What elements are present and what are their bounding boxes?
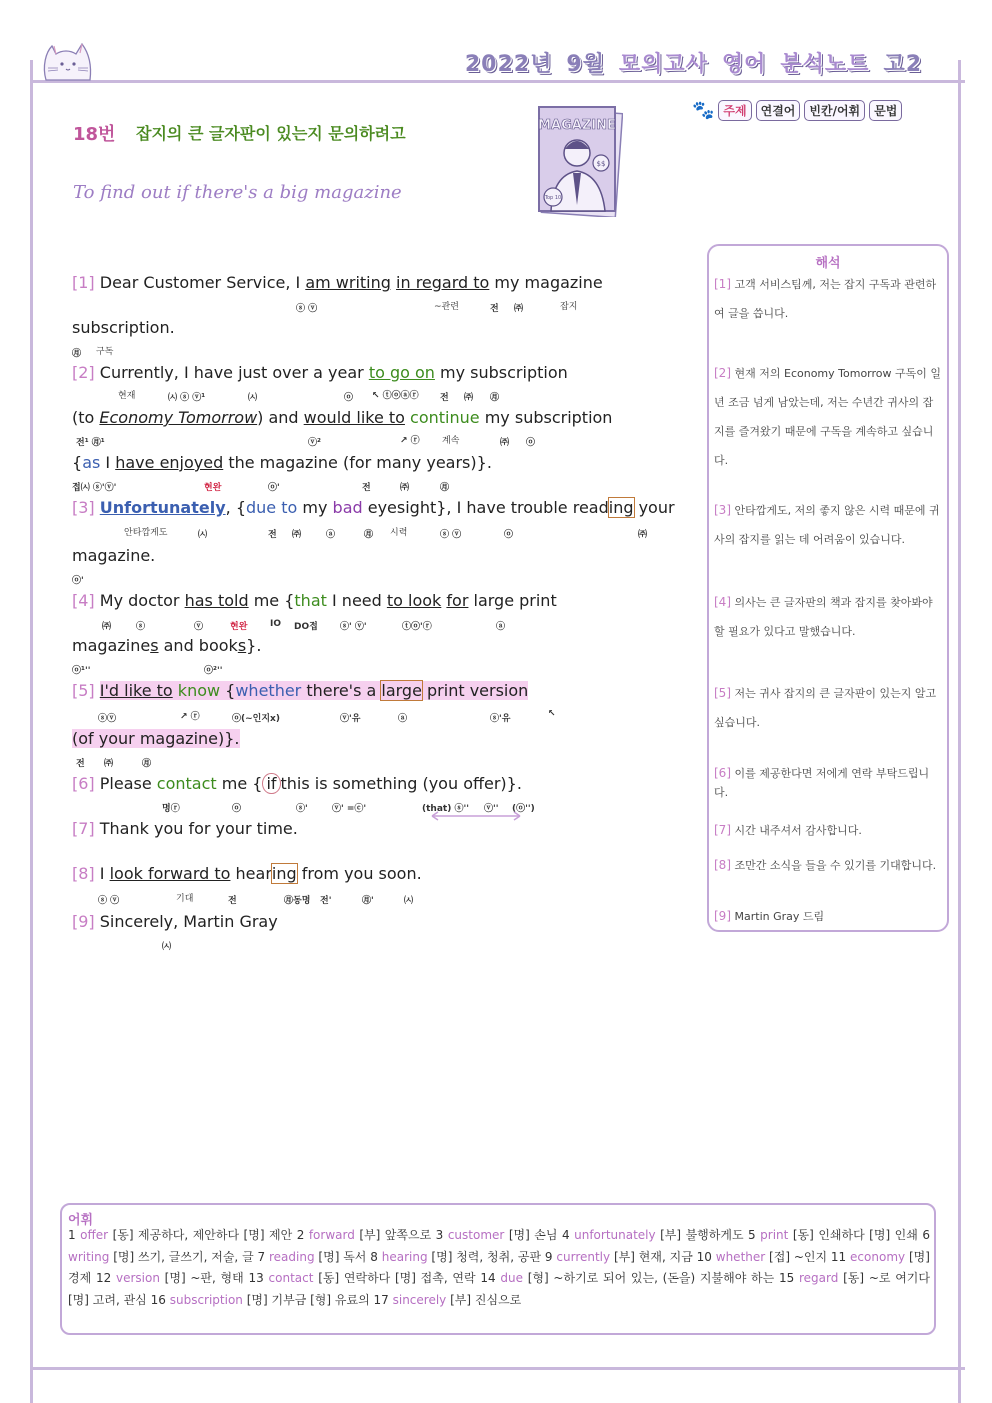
sentence-5-line-2: (of your magazine)}.: [72, 729, 240, 748]
sentence-2-line-1: [2] Currently, I have just over a year to go on my subscription: [72, 363, 568, 382]
annotation: ~관련: [434, 302, 459, 312]
sentence-1-line-1: [1] Dear Customer Service, I am writing in regard to my magazine: [72, 273, 603, 292]
annotation: ⓐ: [326, 530, 336, 540]
sentence-8: [8] I look forward to hearing from you soon.: [72, 864, 422, 883]
annotation: ㊊': [362, 896, 374, 906]
vocab-entry: 3 customer [명] 손님: [435, 1228, 558, 1242]
sentence-3-line-2: magazine.: [72, 546, 156, 565]
annotation: ⓥ' =ⓒ': [332, 804, 367, 814]
question-title: 잡지의 큰 글자판이 있는지 문의하려고: [136, 124, 406, 143]
annotation: ⓢ ⓥ: [98, 896, 120, 906]
annotation: ㈜: [638, 530, 648, 540]
vocab-entry: 6 writing [명] 쓰기, 글쓰기, 저술, 글: [68, 1228, 930, 1264]
annotation: DO접: [294, 622, 318, 632]
annotation: ㈜: [292, 530, 302, 540]
annotation: ⓣⓞ'ⓡ: [402, 622, 432, 632]
annotation: ⓢⓥ: [98, 714, 117, 724]
sentence-4-line-1: [4] My doctor has told me {that I need to look for large print: [72, 591, 557, 610]
cat-logo-icon: [40, 40, 96, 82]
magazine-price: $$: [596, 160, 606, 168]
vocab-entry: 9 currently [부] 현재,: [544, 1249, 666, 1264]
top-rule: [30, 80, 965, 83]
annotation: ⓢ ⓥ: [296, 304, 318, 314]
paw-icon: 🐾: [692, 100, 715, 121]
annotation: ⓢ: [136, 622, 146, 632]
sentence-9: [9] Sincerely, Martin Gray: [72, 912, 278, 931]
vocabulary-panel: [60, 1203, 936, 1335]
vocabulary-list: [68, 1225, 930, 1311]
annotation: ↖: [548, 709, 556, 719]
tag-blank-vocab[interactable]: 빈칸/어휘: [804, 100, 865, 121]
translation-header: 해석: [815, 256, 841, 271]
annotation: 전: [362, 483, 371, 493]
annotation: 접㈆ ⓢ'ⓥ': [72, 483, 117, 493]
sentence-6: [6] Please contact me { if this is something (you offer)}.: [72, 774, 522, 793]
translation-item: [3] 안타깝게도, 저의 좋지 않은 시력 때문에 귀사의 잡지를 읽는 데 어려움이 있습니다.: [714, 503, 940, 546]
annotation: ⓥ'유: [340, 714, 361, 724]
question-subtitle: To find out if there's a big magazine: [73, 182, 402, 203]
vocab-entry: 16 subscription [명] 기부금 [형] 유료의: [150, 1292, 370, 1307]
annotation: 전: [490, 304, 499, 314]
annotation: ㈜: [400, 483, 410, 493]
annotation: 전': [320, 896, 332, 906]
annotation: ㈆: [162, 942, 172, 952]
annotation: ⓢ'유: [490, 714, 511, 724]
category-tags: [692, 100, 902, 121]
translation-item: [4] 의사는 큰 글자판의 책과 잡지를 찾아봐야 할 필요가 있다고 말했습니다.: [714, 595, 933, 638]
annotation: ⓥ²: [308, 438, 321, 448]
vocab-entry: 12 version [명] ~판, 형태: [95, 1271, 244, 1285]
translation-panel: [707, 244, 949, 932]
left-rule: [30, 60, 33, 1403]
annotation: 잡지: [560, 302, 578, 312]
sentence-3-line-1: [3] Unfortunately, {due to my bad eyesight}, I have trouble reading your: [72, 498, 675, 517]
annotation: ⓞ: [526, 438, 536, 448]
annotation: ⓥ: [194, 622, 204, 632]
annotation: ⓞ¹'': [72, 666, 91, 676]
annotation: ㈜: [500, 438, 510, 448]
translation-item: [7] 시간 내주셔서 감사합니다.: [714, 823, 862, 837]
annotation: ㈜: [102, 622, 112, 632]
annotation: 전¹ ㊊¹: [76, 438, 105, 448]
annotation: ↗ ⓡ: [180, 712, 200, 722]
annotation: 시력: [390, 528, 408, 538]
annotation: ㊊: [364, 530, 374, 540]
annotation: 현재: [118, 391, 136, 401]
annotation: 전: [76, 759, 85, 769]
sentence-2-line-2: (to Economy Tomorrow) and would like to continue my subscription: [72, 408, 613, 427]
translation-item: [9] Martin Gray 드림: [714, 909, 825, 923]
annotation: 계속: [442, 436, 460, 446]
vocabulary-header: 어휘: [68, 1213, 94, 1228]
annotation: 기대: [176, 894, 194, 904]
vocab-entry: 지금: [669, 1249, 693, 1264]
annotation: ⓞ': [268, 483, 280, 493]
annotation: ㊊동명: [284, 896, 311, 906]
annotation: ㈆: [404, 896, 414, 906]
annotation: ⓢ ⓥ: [440, 530, 462, 540]
right-rule: [958, 60, 961, 1403]
vocab-entry: 2 forward [부] 앞쪽으로: [296, 1228, 432, 1242]
vocab-entry: 5 print [동] 인쇄하다 [명] 인쇄: [748, 1228, 918, 1242]
annotation: ↖ ⓣⓞⓐⓡ: [372, 391, 419, 401]
translation-item: [1] 고객 서비스팀께, 저는 잡지 구독과 관련하여 글을 씁니다.: [714, 277, 937, 320]
annotation: ⓥ'': [484, 804, 499, 814]
tag-connector[interactable]: 연결어: [756, 100, 801, 121]
magazine-banner: MAGAZINE: [538, 118, 616, 133]
annotation: (ⓞ''): [512, 804, 535, 814]
magazine-badge: Top 10: [544, 195, 562, 201]
annotation: IO: [270, 619, 281, 629]
vocab-entry: 11 economy [명] 경제: [68, 1249, 930, 1285]
annotation: 현완: [230, 622, 248, 632]
translation-item: [6] 이를 제공한다면 저에게 연락 부탁드립니다.: [714, 766, 930, 799]
annotation: (that) ⓢ'': [422, 804, 469, 814]
annotation: ⓢ': [296, 804, 308, 814]
sentence-7: [7] Thank you for your time.: [72, 819, 298, 838]
bottom-rule: [30, 1367, 965, 1370]
vocab-entry: 7 reading [명] 독서: [257, 1249, 367, 1264]
sentence-1-line-2: subscription.: [72, 318, 175, 337]
vocab-entry: 10 whether [접] ~인지: [696, 1249, 828, 1264]
tag-topic[interactable]: 주제: [718, 100, 751, 121]
vocab-entry: 4 unfortunately [부] 불행하게도: [561, 1228, 744, 1242]
annotation: ㈜: [464, 393, 474, 403]
annotation: ㊊: [142, 759, 152, 769]
sentence-4-line-2: magazines and books}.: [72, 636, 262, 655]
annotation: ⓐ: [496, 622, 506, 632]
annotation: ⓞ: [232, 804, 242, 814]
translation-item: [2] 현재 저의 Economy Tomorrow 구독이 일 년 조금 넘게 남았는데, 저는 수년간 귀사의 잡지를 즐겨왔기 때문에 구독을 계속하고 싶습니다.: [714, 366, 942, 467]
annotation: ⓞ²'': [204, 666, 223, 676]
bracket-arrow: [428, 810, 524, 822]
annotation: 전: [228, 896, 237, 906]
vocab-entry: 13 contact [동] 연락하다 [명] 접촉, 연락: [248, 1271, 476, 1285]
annotation: ⓞ: [344, 393, 354, 403]
annotation: ㈆: [248, 393, 258, 403]
vocab-entry: 15 regard [동] ~로 여기다 [명] 고려, 관심: [68, 1271, 930, 1307]
annotation: 전: [268, 530, 277, 540]
annotation: ㊊: [440, 483, 450, 493]
annotation: ⓞ': [72, 576, 84, 586]
annotation: ㈆: [198, 530, 208, 540]
question-number: 18번: [73, 124, 116, 145]
annotation: ㈜: [104, 759, 114, 769]
annotation: 안타깝게도: [124, 528, 168, 538]
header-title: 2022년 9월 모의고사 영어 분석노트 고2: [464, 52, 922, 77]
annotation: 명ⓡ: [162, 804, 180, 814]
annotation: ㈆ ⓢ ⓥ¹: [168, 393, 206, 403]
sentence-5-line-1: [5] I'd like to know {whether there's a large print version: [72, 681, 529, 700]
vocab-entry: 17 sincerely [부] 진심으로: [373, 1292, 522, 1307]
annotation: ⓐ: [398, 714, 408, 724]
tag-grammar[interactable]: 문법: [869, 100, 902, 121]
sentence-2-line-3: {as I have enjoyed the magazine (for many years)}.: [72, 453, 492, 472]
annotation: ⓢ' ⓥ': [340, 622, 367, 632]
annotation: ㊊: [72, 349, 82, 359]
annotation: ↗ ⓡ: [400, 436, 420, 446]
annotation: 구독: [96, 347, 114, 357]
annotation: ⓞ(~인지x): [232, 714, 280, 724]
annotation: 현완: [204, 483, 222, 493]
translation-item: [8] 조만간 소식을 들을 수 있기를 기대합니다.: [714, 858, 937, 872]
vocab-entry: 1 offer [동] 제공하다, 제안하다 [명] 제안: [68, 1228, 293, 1242]
vocab-entry: 14 due [형] ~하기로 되어 있는, (돈을) 지불해야 하는: [480, 1271, 775, 1285]
translation-item: [5] 저는 귀사 잡지의 큰 글자판이 있는지 알고 싶습니다.: [714, 686, 937, 729]
magazine-illustration: [535, 105, 623, 217]
annotation: ㈜: [514, 304, 524, 314]
annotation: 전: [440, 393, 449, 403]
annotation: ⓞ: [504, 530, 514, 540]
annotation: ㊊: [490, 393, 500, 403]
vocab-entry: 8 hearing [명] 청력, 청취, 공판: [370, 1249, 542, 1264]
